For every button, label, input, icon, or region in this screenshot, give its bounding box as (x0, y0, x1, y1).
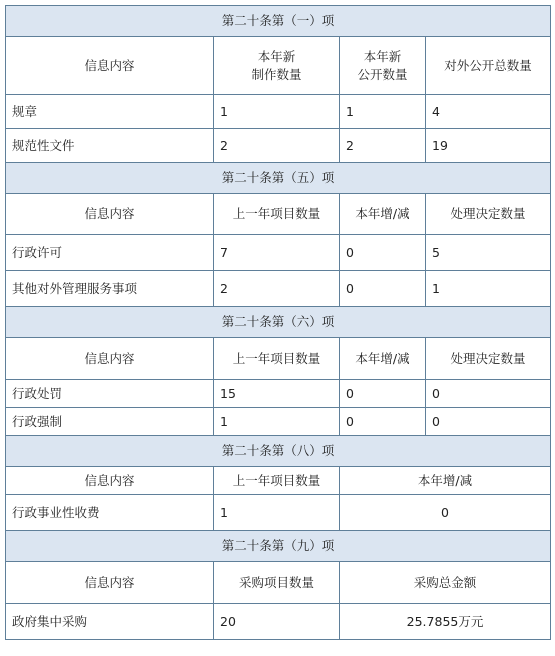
cell-value: 0 (340, 495, 551, 531)
table-row (6, 604, 551, 640)
cell-value: 7 (214, 235, 340, 271)
row-label: 规章 (6, 95, 214, 129)
column-header: 本年增/减 (340, 467, 551, 495)
section-title: 第二十条第（五）项 (6, 163, 551, 194)
column-header: 本年增/减 (340, 194, 426, 235)
column-header: 信息内容 (6, 562, 214, 604)
column-header: 信息内容 (6, 194, 214, 235)
row-label: 行政处罚 (6, 380, 214, 408)
cell-value: 1 (214, 95, 340, 129)
section-header-row (6, 531, 551, 562)
row-label: 规范性文件 (6, 129, 214, 163)
row-label: 政府集中采购 (6, 604, 214, 640)
table-row (6, 271, 551, 307)
column-header-row (6, 467, 551, 495)
column-header: 本年增/减 (340, 338, 426, 380)
section-header-row (6, 6, 551, 37)
cell-value: 5 (426, 235, 551, 271)
column-header-row (6, 194, 551, 235)
column-header: 信息内容 (6, 338, 214, 380)
cell-value: 0 (426, 380, 551, 408)
cell-value: 0 (426, 408, 551, 436)
cell-value: 0 (340, 380, 426, 408)
row-label: 其他对外管理服务事项 (6, 271, 214, 307)
cell-value: 0 (340, 271, 426, 307)
column-header-row (6, 37, 551, 95)
table-row (6, 408, 551, 436)
column-header-row (6, 562, 551, 604)
cell-value: 19 (426, 129, 551, 163)
cell-value: 2 (214, 271, 340, 307)
cell-value: 4 (426, 95, 551, 129)
column-header: 处理决定数量 (426, 338, 551, 380)
column-header: 处理决定数量 (426, 194, 551, 235)
row-label: 行政事业性收费 (6, 495, 214, 531)
column-header: 信息内容 (6, 37, 214, 95)
cell-value: 0 (340, 408, 426, 436)
section-title: 第二十条第（九）项 (6, 531, 551, 562)
table-row (6, 380, 551, 408)
row-label: 行政强制 (6, 408, 214, 436)
section-title: 第二十条第（一）项 (6, 6, 551, 37)
row-label: 行政许可 (6, 235, 214, 271)
cell-value: 2 (340, 129, 426, 163)
cell-value: 1 (214, 495, 340, 531)
column-header: 对外公开总数量 (426, 37, 551, 95)
column-header: 上一年项目数量 (214, 194, 340, 235)
column-header: 信息内容 (6, 467, 214, 495)
column-header-row (6, 338, 551, 380)
cell-value: 1 (340, 95, 426, 129)
section-header-row (6, 436, 551, 467)
table-row (6, 95, 551, 129)
cell-value: 2 (214, 129, 340, 163)
column-header: 上一年项目数量 (214, 338, 340, 380)
column-header: 采购项目数量 (214, 562, 340, 604)
cell-value: 1 (426, 271, 551, 307)
cell-value: 25.7855万元 (340, 604, 551, 640)
report-table (5, 5, 551, 640)
column-header: 本年新 公开数量 (340, 37, 426, 95)
section-header-row (6, 307, 551, 338)
table-row (6, 129, 551, 163)
cell-value: 1 (214, 408, 340, 436)
cell-value: 20 (214, 604, 340, 640)
column-header: 采购总金额 (340, 562, 551, 604)
cell-value: 15 (214, 380, 340, 408)
section-title: 第二十条第（六）项 (6, 307, 551, 338)
column-header: 本年新 制作数量 (214, 37, 340, 95)
section-header-row (6, 163, 551, 194)
section-title: 第二十条第（八）项 (6, 436, 551, 467)
column-header: 上一年项目数量 (214, 467, 340, 495)
table-row (6, 235, 551, 271)
cell-value: 0 (340, 235, 426, 271)
table-row (6, 495, 551, 531)
